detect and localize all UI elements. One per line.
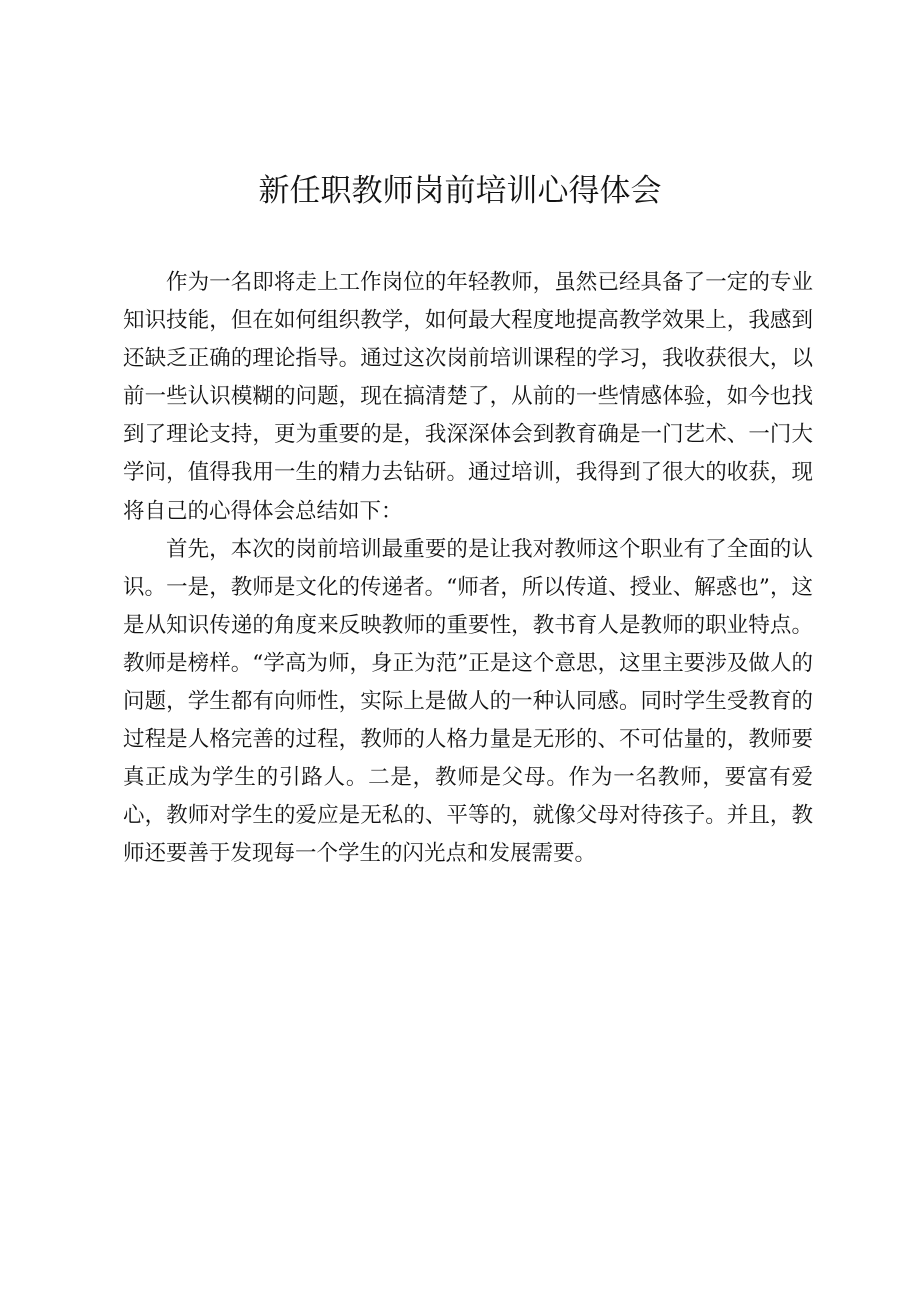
document-title: 新任职教师岗前培训心得体会 — [258, 173, 662, 209]
paragraph-intro: 作为一名即将走上工作岗位的年轻教师，虽然已经具备了一定的专业知识技能，但在如何组织教学，如何最大程度地提高教学效果上，我感到还缺乏正确的理论指导。通过这次岗前培训课程的学习，我收获很大，以前一些认识模糊的问题，现在搞清楚了，从前的一些情感体验，如今也找到了理论支持，更为重要的是，我深深体会到教育确是一门艺术、一门大学问，值得我用一生的精力去钻研。通过培训，我得到了很大的收获，现将自己的心得体会总结如下： — [123, 270, 813, 524]
document-body — [123, 264, 813, 874]
paragraph-first-point: 首先，本次的岗前培训最重要的是让我对教师这个职业有了全面的认识。一是，教师是文化的传递者。“师者，所以传道、授业、解惑也”，这是从知识传递的角度来反映教师的重要性，教书育人是教师的职业特点。教师是榜样。“学高为师，身正为范”正是这个意思，这里主要涉及做人的问题，学生都有向师性，实际上是做人的一种认同感。同时学生受教育的过程是人格完善的过程，教师的人格力量是无形的、不可估量的，教师要真正成为学生的引路人。二是，教师是父母。作为一名教师，要富有爱心，教师对学生的爱应是无私的、平等的，就像父母对待孩子。并且，教师还要善于发现每一个学生的闪光点和发展需要。 — [123, 536, 813, 867]
